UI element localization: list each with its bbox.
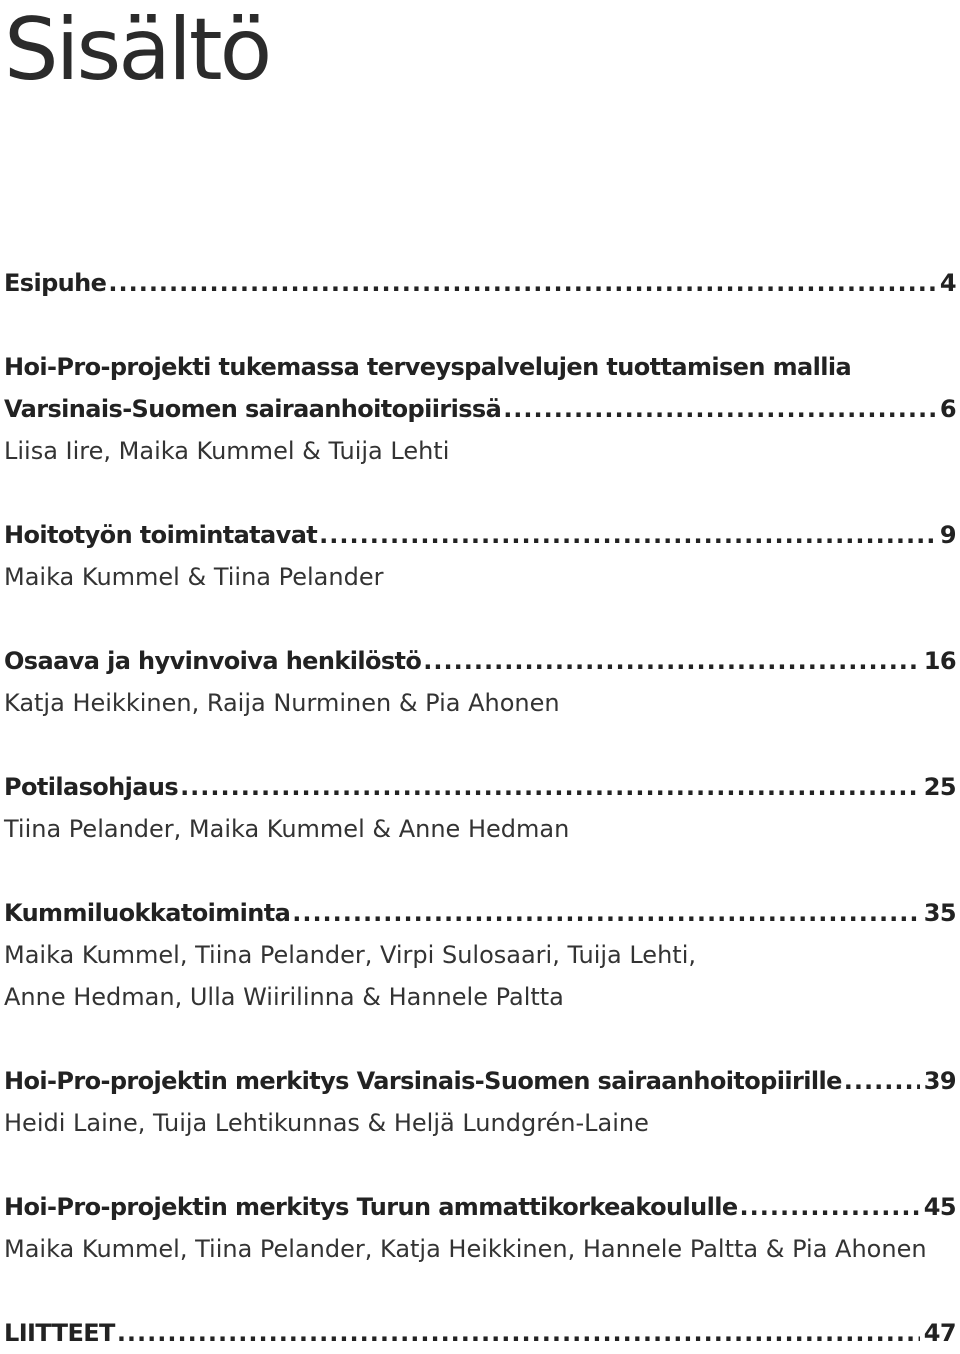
toc-page-number: 47 [923, 1319, 956, 1347]
dot-leader [108, 262, 936, 304]
dot-leader [503, 388, 936, 430]
toc-entry-title: Potilasohjaus [4, 773, 179, 801]
toc-entry-title: Osaava ja hyvinvoiva henkilöstö [4, 647, 422, 675]
toc-entry-authors: Liisa Iire, Maika Kummel & Tuija Lehti [4, 437, 450, 465]
dot-leader [292, 892, 920, 934]
toc-page-number: 39 [923, 1067, 956, 1095]
toc-entry-title-line [4, 640, 956, 682]
toc-entry-title-line [4, 388, 956, 430]
toc-page-number: 9 [939, 521, 956, 549]
toc-entry-title-line [4, 1186, 956, 1228]
toc-entry-authors: Katja Heikkinen, Raija Nurminen & Pia Ahonen [4, 689, 560, 717]
toc-entry-title: Hoi-Pro-projektin merkitys Varsinais-Suomen sairaanhoitopiirille [4, 1067, 842, 1095]
toc-page-number: 6 [939, 395, 956, 423]
toc-entry-title: Kummiluokkatoiminta [4, 899, 291, 927]
toc-entry-title-line [4, 892, 956, 934]
toc-page-number: 45 [923, 1193, 956, 1221]
toc-entry-title-line [4, 262, 956, 304]
toc-page-number: 35 [923, 899, 956, 927]
toc-entry-authors: Tiina Pelander, Maika Kummel & Anne Hedman [4, 815, 570, 843]
toc-entry-title: Hoi-Pro-projektin merkitys Turun ammattikorkeakoululle [4, 1193, 738, 1221]
toc-entry-title: Hoitotyön toimintatavat [4, 521, 318, 549]
toc-entry-title-line [4, 1060, 956, 1102]
dot-leader [180, 766, 920, 808]
toc-entry-title: Hoi-Pro-projekti tukemassa terveyspalvelujen tuottamisen mallia [4, 353, 852, 381]
toc-entry-title: Esipuhe [4, 269, 107, 297]
toc-page-number: 16 [923, 647, 956, 675]
toc-entry-title: Varsinais-Suomen sairaanhoitopiirissä [4, 395, 502, 423]
toc-entry-authors: Maika Kummel, Tiina Pelander, Katja Heikkinen, Hannele Paltta & Pia Ahonen [4, 1235, 927, 1263]
toc-entry-authors: Anne Hedman, Ulla Wiirilinna & Hannele Paltta [4, 983, 564, 1011]
page-title: Sisältö [4, 0, 270, 100]
dot-leader [423, 640, 920, 682]
toc-entry-title-line [4, 346, 956, 388]
dot-leader [844, 1060, 920, 1102]
toc-entry-title-line [4, 514, 956, 556]
toc-page-number: 25 [923, 773, 956, 801]
toc-entry-title: LIITTEET [4, 1319, 115, 1347]
dot-leader [117, 1312, 920, 1354]
toc-entry-authors: Maika Kummel & Tiina Pelander [4, 563, 384, 591]
toc-entry-title-line [4, 766, 956, 808]
dot-leader [740, 1186, 920, 1228]
toc-entry-authors: Heidi Laine, Tuija Lehtikunnas & Heljä Lundgrén-Laine [4, 1109, 649, 1137]
toc-entry-authors: Maika Kummel, Tiina Pelander, Virpi Sulosaari, Tuija Lehti, [4, 941, 696, 969]
toc-entry-title-line [4, 1312, 956, 1354]
dot-leader [319, 514, 936, 556]
toc-page-number: 4 [939, 269, 956, 297]
